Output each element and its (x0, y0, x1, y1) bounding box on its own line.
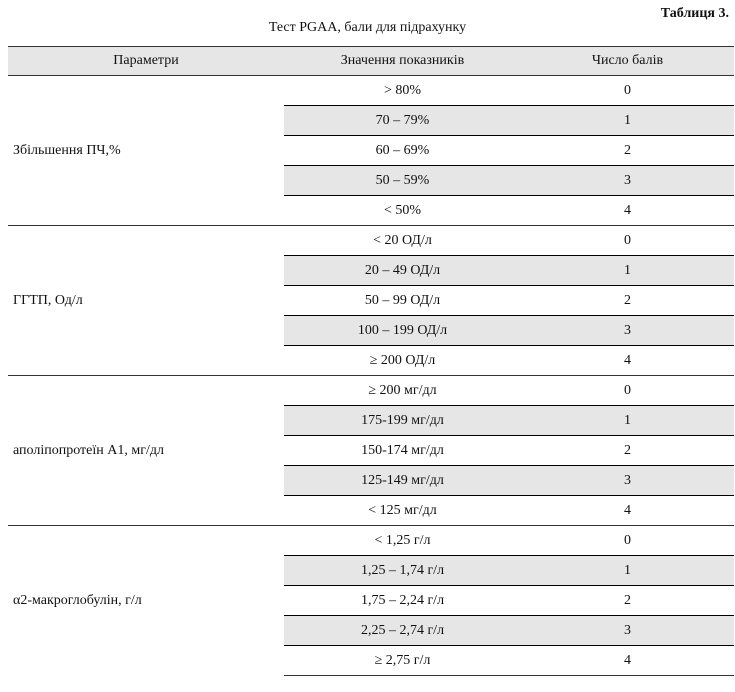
value-cell: < 125 мг/дл (284, 496, 521, 526)
parameter-cell: Збільшення ПЧ,% (8, 76, 284, 226)
header-row (8, 47, 734, 76)
value-cell: 70 – 79% (284, 106, 521, 136)
value-cell: 100 – 199 ОД/л (284, 316, 521, 346)
points-cell: 4 (521, 496, 734, 526)
scoring-table (8, 46, 734, 676)
value-cell: 20 – 49 ОД/л (284, 256, 521, 286)
value-cell: < 50% (284, 196, 521, 226)
points-cell: 1 (521, 256, 734, 286)
points-cell: 0 (521, 376, 734, 406)
header-points: Число балів (521, 47, 734, 76)
points-cell: 2 (521, 286, 734, 316)
table-row (8, 226, 734, 256)
points-cell: 3 (521, 466, 734, 496)
table-body (8, 76, 734, 676)
points-cell: 0 (521, 76, 734, 106)
parameter-cell: ГГТП, Од/л (8, 226, 284, 376)
table-row (8, 76, 734, 106)
value-cell: ≥ 2,75 г/л (284, 646, 521, 676)
points-cell: 4 (521, 346, 734, 376)
value-cell: 125-149 мг/дл (284, 466, 521, 496)
value-cell: > 80% (284, 76, 521, 106)
value-cell: 175-199 мг/дл (284, 406, 521, 436)
points-cell: 4 (521, 196, 734, 226)
parameter-cell: аполіпопротеїн А1, мг/дл (8, 376, 284, 526)
value-cell: 1,75 – 2,24 г/л (284, 586, 521, 616)
table-number: Таблиця 3. (660, 6, 729, 21)
value-cell: 50 – 59% (284, 166, 521, 196)
value-cell: < 20 ОД/л (284, 226, 521, 256)
value-cell: 1,25 – 1,74 г/л (284, 556, 521, 586)
header-values: Значення показників (284, 47, 521, 76)
header-parameters: Параметри (8, 47, 284, 76)
table-caption: Тест PGAA, бали для підрахунку (268, 20, 467, 35)
value-cell: 150-174 мг/дл (284, 436, 521, 466)
points-cell: 3 (521, 316, 734, 346)
table-row (8, 526, 734, 556)
points-cell: 2 (521, 436, 734, 466)
value-cell: ≥ 200 мг/дл (284, 376, 521, 406)
points-cell: 1 (521, 556, 734, 586)
points-cell: 0 (521, 226, 734, 256)
points-cell: 2 (521, 586, 734, 616)
value-cell: < 1,25 г/л (284, 526, 521, 556)
value-cell: 60 – 69% (284, 136, 521, 166)
points-cell: 1 (521, 406, 734, 436)
value-cell: ≥ 200 ОД/л (284, 346, 521, 376)
points-cell: 3 (521, 166, 734, 196)
points-cell: 3 (521, 616, 734, 646)
table-row (8, 376, 734, 406)
value-cell: 50 – 99 ОД/л (284, 286, 521, 316)
value-cell: 2,25 – 2,74 г/л (284, 616, 521, 646)
points-cell: 2 (521, 136, 734, 166)
points-cell: 1 (521, 106, 734, 136)
points-cell: 4 (521, 646, 734, 676)
points-cell: 0 (521, 526, 734, 556)
parameter-cell: α2-макроглобулін, г/л (8, 526, 284, 676)
